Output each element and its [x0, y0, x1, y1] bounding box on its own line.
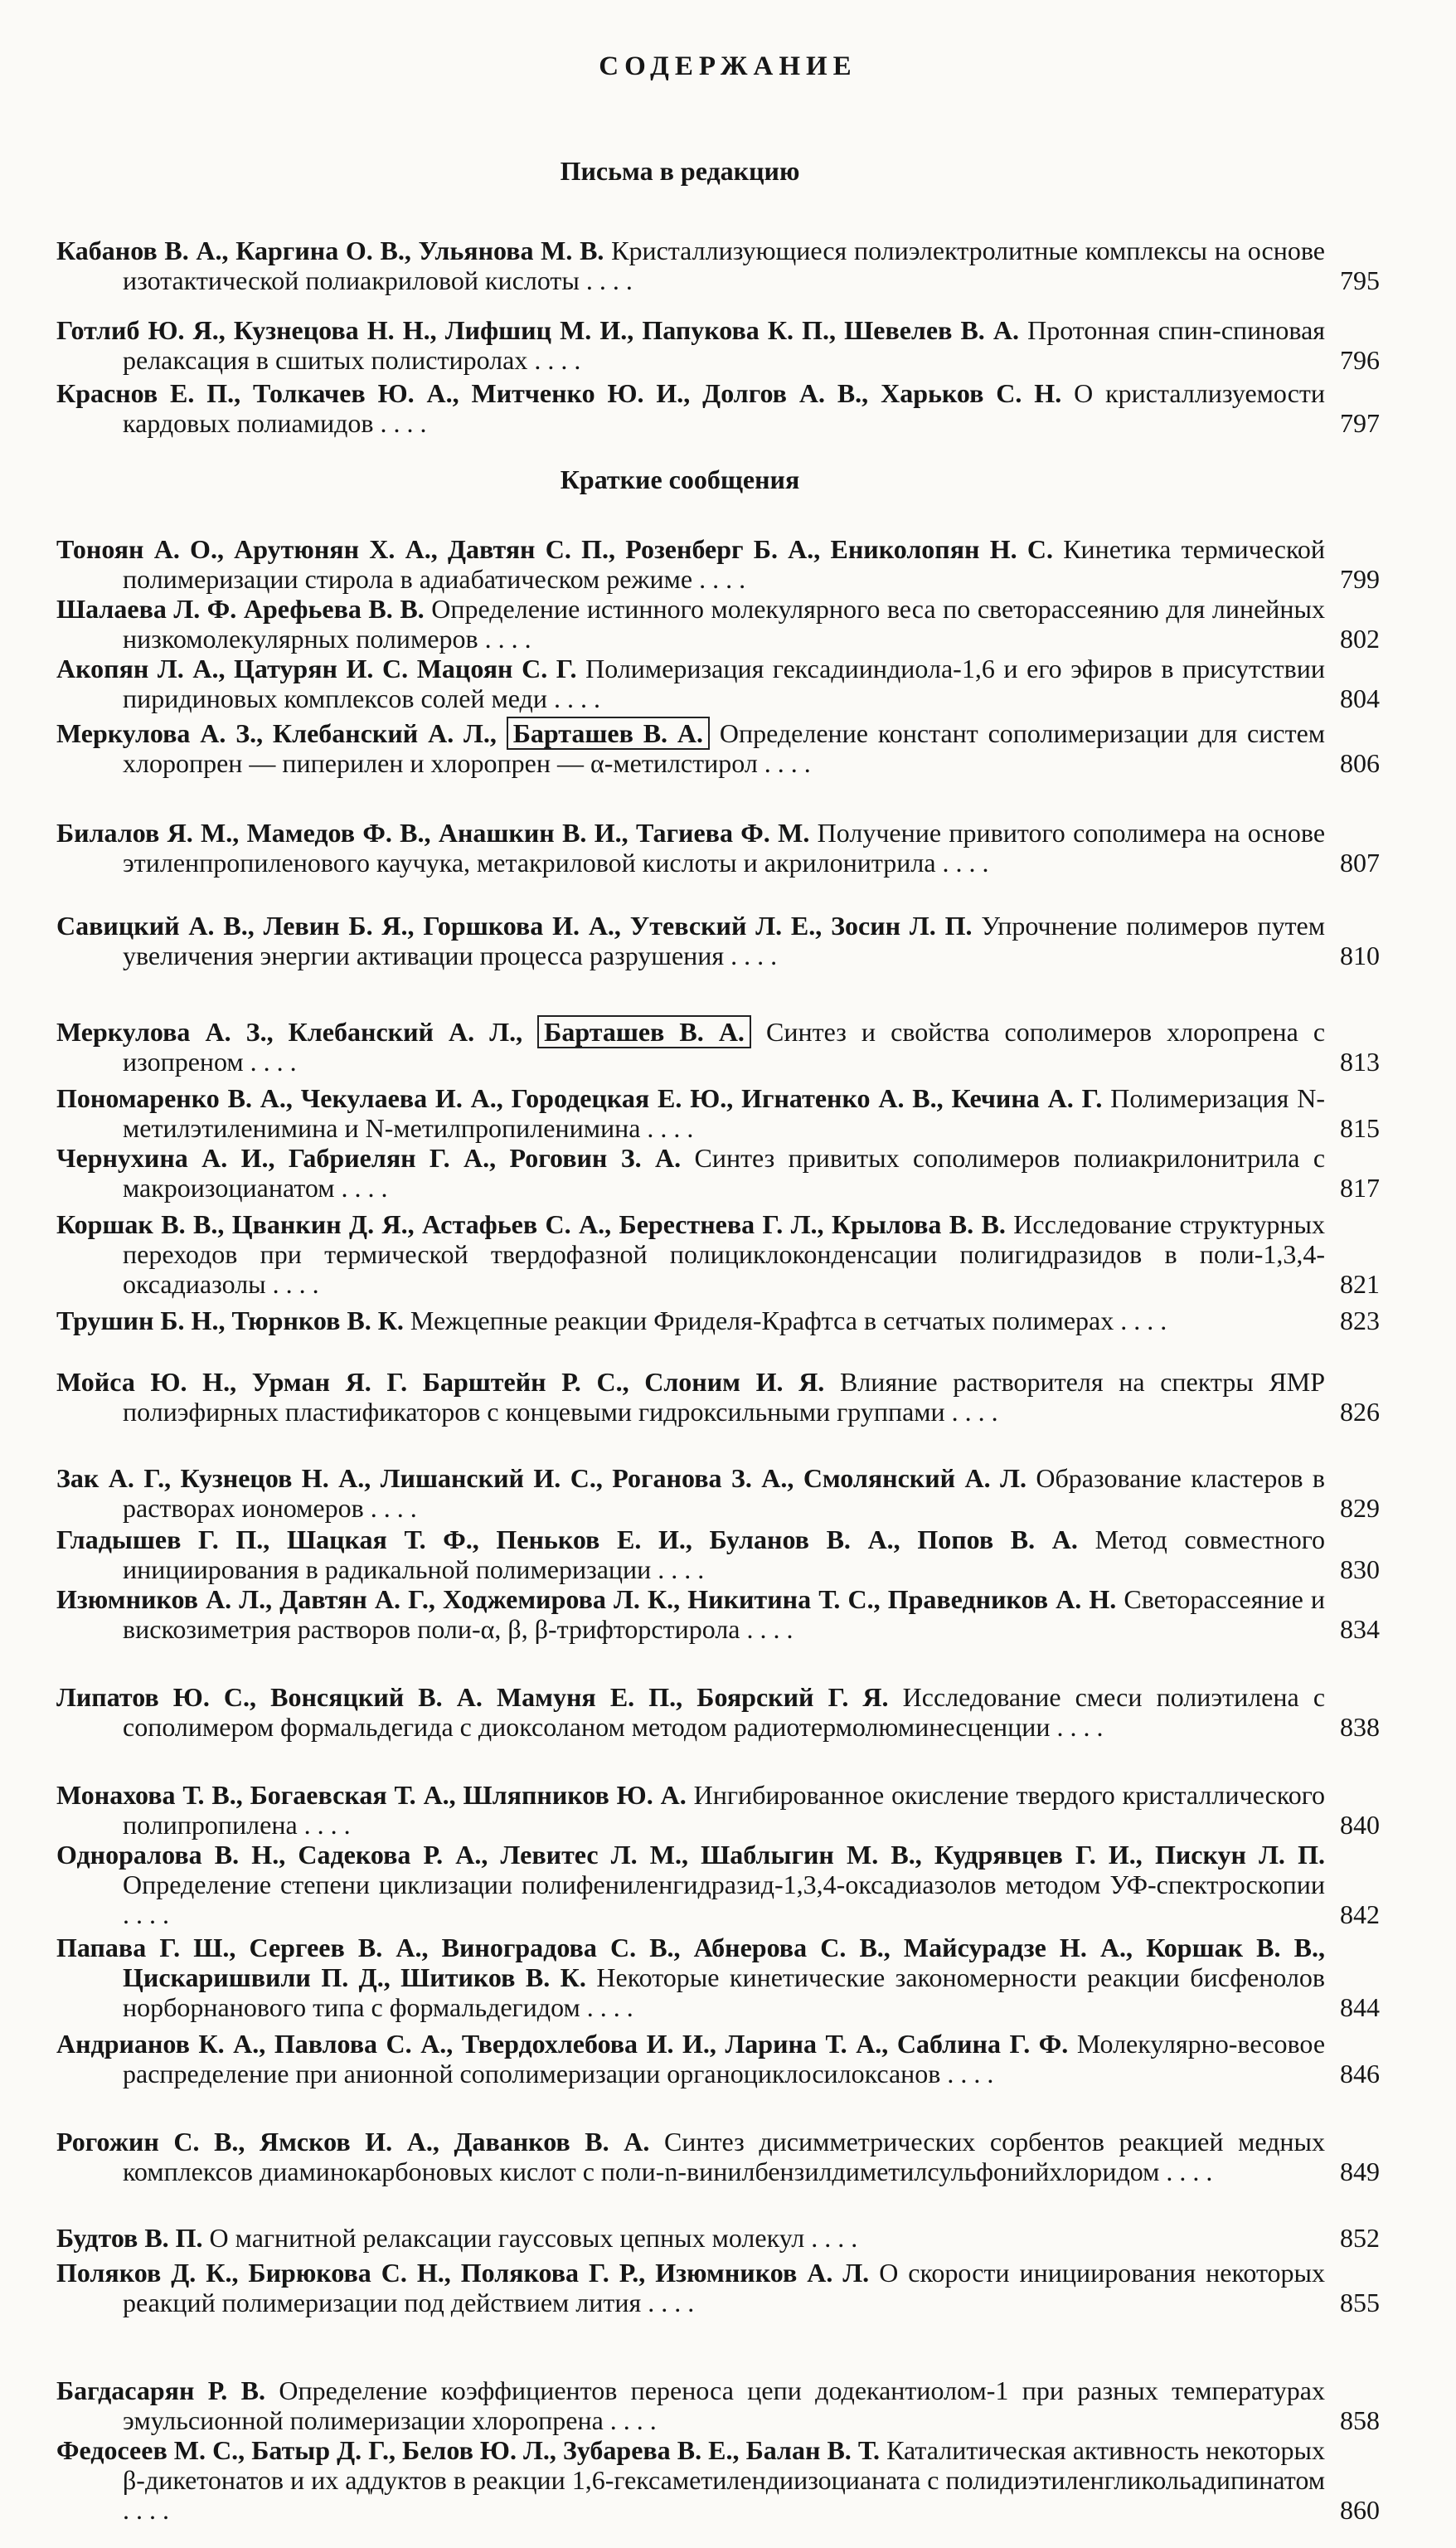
- entry-text: [56, 1524, 1325, 1584]
- entry-authors: Тоноян А. О., Арутюнян Х. А., Давтян С. П., Розенберг Б. А., Ениколопян Н. С.: [56, 534, 1053, 564]
- entry-leader-dots: . . . .: [243, 1047, 297, 1077]
- toc-entry[interactable]: [56, 1367, 1380, 1427]
- entry-authors: Папава Г. Ш., Сергеев В. А., Виноградова С. В., Абнерова С. В., Майсурадзе Н. А., Коршак В. В., Цискаришвили П. Д., Шитиков В. К.: [56, 1933, 1325, 1992]
- entry-leader-dots: . . . .: [651, 1554, 705, 1584]
- entry-title: Протонная спин-спиновая релаксация в сшитых полистиролах: [123, 315, 1326, 375]
- entry-page-number: 846: [1340, 2059, 1380, 2088]
- entry-page-number: 813: [1340, 1047, 1380, 1077]
- entry-leader-dots: . . . .: [944, 1397, 998, 1427]
- entry-authors: Монахова Т. В., Богаевская Т. А., Шляпников Ю. А.: [56, 1780, 687, 1810]
- entry-authors: Мойса Ю. Н., Урман Я. Г. Барштейн Р. С., Слоним И. Я.: [56, 1367, 825, 1397]
- entry-text: [56, 594, 1325, 654]
- page-title: СОДЕРЖАНИЕ: [599, 51, 857, 81]
- entry-authors: Кабанов В. А., Каргина О. В., Ульянова М. В.: [56, 236, 604, 265]
- entry-text: [56, 1463, 1325, 1523]
- toc-entry[interactable]: [56, 1209, 1380, 1299]
- entry-authors: Липатов Ю. С., Вонсяцкий В. А. Мамуня Е. П., Боярский Г. Я.: [56, 1682, 889, 1712]
- entry-authors: Коршак В. В., Цванкин Д. Я., Астафьев С. А., Берестнева Г. Л., Крылова В. В.: [56, 1209, 1006, 1239]
- toc-entry[interactable]: [56, 1584, 1380, 1644]
- entry-page-number: 849: [1340, 2157, 1380, 2186]
- entry-text: [56, 378, 1325, 438]
- toc-entry[interactable]: [56, 2258, 1380, 2317]
- entry-authors: Поляков Д. К., Бирюкова С. Н., Полякова Г. Р., Изюмников А. Л.: [56, 2258, 870, 2288]
- entry-title: Молекулярно-весовое распределение при анионной сополимеризации органоциклосилоксанов: [123, 2029, 1326, 2088]
- entry-title: Некоторые кинетические закономерности реакции бисфенолов норборнанового типа с формальдегидом: [123, 1962, 1326, 2022]
- entry-title: Метод совместного инициирования в радикальной полимеризации: [123, 1524, 1326, 1584]
- entry-leader-dots: . . . .: [640, 1113, 694, 1143]
- entry-title: Определение коэффициентов переноса цепи додекантиолом-1 при разных температурах эмульсионной полимеризации хлоропрена: [123, 2375, 1326, 2435]
- entry-page-number: 815: [1340, 1113, 1380, 1143]
- entry-title: Кристаллизующиеся полиэлектролитные комплексы на основе изотактической полиакриловой кислоты: [123, 236, 1325, 295]
- entry-page-number: 806: [1340, 748, 1380, 778]
- entry-page-number: 829: [1340, 1493, 1380, 1523]
- entry-leader-dots: . . . .: [1159, 2157, 1213, 2186]
- entry-leader-dots: . . . .: [363, 1493, 417, 1523]
- entry-page-number: 842: [1340, 1899, 1380, 1929]
- toc-entry[interactable]: [56, 1463, 1380, 1523]
- entry-leader-dots: . . . .: [757, 748, 811, 778]
- entry-text: [56, 1780, 1325, 1840]
- toc-entry[interactable]: [56, 1780, 1380, 1840]
- entry-page-number: 844: [1340, 1992, 1380, 2022]
- entry-page-number: 807: [1340, 848, 1380, 878]
- toc-entry[interactable]: [56, 1083, 1380, 1143]
- entry-page-number: 826: [1340, 1397, 1380, 1427]
- entry-leader-dots: . . . .: [334, 1173, 388, 1203]
- entry-authors: Будтов В. П.: [56, 2223, 203, 2253]
- entry-text: [56, 1840, 1325, 1929]
- entry-authors: Гладышев Г. П., Шацкая Т. Ф., Пеньков Е. И., Буланов В. А., Попов В. А.: [56, 1524, 1078, 1554]
- entry-authors: Рогожин С. В., Ямсков И. А., Даванков В. А.: [56, 2127, 650, 2157]
- entry-title: Полимеризация гексадииндиола-1,6 и его эфиров в присутствии пиридиновых комплексов солей меди: [123, 654, 1326, 713]
- entry-title: Упрочнение полимеров путем увеличения энергии активации процесса разрушения: [123, 911, 1326, 970]
- entry-leader-dots: . . . .: [580, 1992, 633, 2022]
- entry-authors: Зак А. Г., Кузнецов Н. А., Лишанский И. С., Роганова З. А., Смолянский А. Л.: [56, 1463, 1026, 1493]
- entry-page-number: 860: [1340, 2495, 1380, 2525]
- entry-title: О кристаллизуемости кардовых полиамидов: [123, 378, 1326, 438]
- entry-page-number: 840: [1340, 1810, 1380, 1840]
- toc-entry[interactable]: [56, 236, 1380, 295]
- entry-page-number: 852: [1340, 2223, 1380, 2253]
- entry-leader-dots: . . . .: [373, 408, 427, 438]
- entry-text: [56, 534, 1325, 594]
- entry-page-number: 797: [1340, 408, 1380, 438]
- entry-text: [56, 2258, 1325, 2317]
- toc-entry[interactable]: [56, 1682, 1380, 1742]
- entry-title: Определение степени циклизации полифениленгидразид-1,3,4-оксадиазолов методом УФ-спектроскопии: [123, 1870, 1325, 1899]
- entry-title: Исследование смеси полиэтилена с сополимером формальдегида с диоксоланом методом радиотермолюминесценции: [123, 1682, 1326, 1742]
- entry-leader-dots: . . . .: [804, 2223, 858, 2253]
- entry-authors: Меркулова А. З., Клебанский А. Л.,: [56, 1017, 523, 1047]
- entry-authors: Акопян Л. А., Цатурян И. С. Мацоян С. Г.: [56, 654, 577, 683]
- entry-page-number: 810: [1340, 941, 1380, 970]
- entry-text: [56, 1017, 1325, 1077]
- entry-title: Светорассеяние и вискозиметрия растворов поли-α, β, β-трифторстирола: [123, 1584, 1326, 1644]
- toc-entry[interactable]: [56, 2029, 1380, 2088]
- entry-title: Синтез привитых сополимеров полиакрилонитрила с макроизоцианатом: [123, 1143, 1326, 1203]
- entry-text: [56, 911, 1325, 970]
- entry-authors: Билалов Я. М., Мамедов Ф. В., Анашкин В. И., Тагиева Ф. М.: [56, 818, 810, 848]
- toc-entry[interactable]: [56, 1840, 1380, 1929]
- toc-entry[interactable]: [56, 1524, 1380, 1584]
- section-heading: Краткие сообщения: [560, 464, 800, 494]
- entry-page-number: 796: [1340, 345, 1380, 375]
- entry-text: [56, 2375, 1325, 2435]
- entry-leader-dots: . . . .: [1114, 1306, 1167, 1335]
- entry-page-number: 821: [1340, 1269, 1380, 1299]
- entry-leader-dots: . . . .: [297, 1810, 351, 1840]
- entry-title: Синтез дисимметрических сорбентов реакцией медных комплексов диаминокарбоновых кислот с поли-n-винилбензилдиметилсульфонийхлоридом: [123, 2127, 1326, 2186]
- toc-entry[interactable]: [56, 654, 1380, 713]
- entry-leader-dots: . . . .: [1050, 1712, 1104, 1742]
- entry-authors: Чернухина А. И., Габриелян Г. А., Роговин З. А.: [56, 1143, 682, 1173]
- toc-entry[interactable]: [56, 1017, 1380, 1077]
- entry-leader-dots: . . . .: [546, 683, 600, 713]
- toc-entry[interactable]: [56, 2223, 1380, 2253]
- entry-text: [56, 1083, 1325, 1143]
- entry-authors: Савицкий А. В., Левин Б. Я., Горшкова И. А., Утевский Л. Е., Зосин Л. П.: [56, 911, 973, 941]
- entry-title: Синтез и свойства сополимеров хлоропрена с изопреном: [123, 1017, 1326, 1077]
- entry-leader-dots: . . . .: [603, 2405, 657, 2435]
- entry-leader-dots: . . . .: [123, 1899, 169, 1929]
- entry-authors: Меркулова А. З., Клебанский А. Л.,: [56, 718, 497, 748]
- entry-text: [56, 1209, 1325, 1299]
- toc-entry[interactable]: [56, 378, 1380, 438]
- entry-title: Кинетика термической полимеризации стирола в адиабатическом режиме: [123, 534, 1326, 594]
- entry-text: [56, 236, 1325, 295]
- entry-title: Определение истинного молекулярного веса по светорассеянию для линейных низкомолекулярных полимеров: [123, 594, 1326, 654]
- entry-text: [56, 654, 1325, 713]
- entry-title: О скорости инициирования некоторых реакций полимеризации под действием лития: [123, 2258, 1326, 2317]
- entry-leader-dots: . . . .: [935, 848, 989, 878]
- entry-text: [56, 1306, 1325, 1335]
- entry-boxed-author: Барташев В. А.: [537, 1015, 751, 1048]
- toc-entry[interactable]: [56, 2435, 1380, 2525]
- entry-leader-dots: . . . .: [123, 2495, 169, 2525]
- entry-text: [56, 718, 1325, 778]
- entry-authors: Андрианов К. А., Павлова С. А., Твердохлебова И. И., Ларина Т. А., Саблина Г. Ф.: [56, 2029, 1069, 2059]
- entry-title: Каталитическая активность некоторых β-дикетонатов и их аддуктов в реакции 1,6-гексаметилендиизоцианата с полидиэтиленгликольадипинатом: [123, 2435, 1326, 2495]
- entry-text: [56, 1367, 1325, 1427]
- entry-title: Межцепные реакции Фриделя-Крафтса в сетчатых полимерах: [410, 1306, 1114, 1335]
- entry-page-number: 838: [1340, 1712, 1380, 1742]
- entry-title: Полимеризация N-метилэтиленимина и N-метилпропиленимина: [123, 1083, 1326, 1143]
- entry-leader-dots: . . . .: [641, 2288, 695, 2317]
- section-heading: Письма в редакцию: [560, 156, 800, 186]
- entry-leader-dots: . . . .: [265, 1269, 319, 1299]
- entry-authors: Краснов Е. П., Толкачев Ю. А., Митченко Ю. И., Долгов А. В., Харьков С. Н.: [56, 378, 1062, 408]
- toc-entry[interactable]: [56, 1306, 1380, 1335]
- toc-entry[interactable]: [56, 818, 1380, 878]
- entry-text: [56, 2127, 1325, 2186]
- entry-title: Ингибированное окисление твердого кристаллического полипропилена: [123, 1780, 1326, 1840]
- entry-authors: Федосеев М. С., Батыр Д. Г., Белов Ю. Л., Зубарева В. Е., Балан В. Т.: [56, 2435, 881, 2465]
- entry-text: [56, 315, 1325, 375]
- toc-entry[interactable]: [56, 534, 1380, 594]
- entry-page-number: 858: [1340, 2405, 1380, 2435]
- entry-text: [56, 2435, 1325, 2525]
- entry-text: [56, 1682, 1325, 1742]
- entry-text: [56, 818, 1325, 878]
- entry-authors: Пономаренко В. А., Чекулаева И. А., Городецкая Е. Ю., Игнатенко А. В., Кечина А. Г.: [56, 1083, 1103, 1113]
- entry-leader-dots: . . . .: [579, 265, 633, 295]
- toc-entry[interactable]: [56, 911, 1380, 970]
- entry-title: Исследование структурных переходов при термической твердофазной полициклоконденсации полигидразидов в поли-1,3,4-оксадиазолы: [123, 1209, 1326, 1299]
- entry-title: О магнитной релаксации гауссовых цепных молекул: [209, 2223, 805, 2253]
- entry-leader-dots: . . . .: [478, 624, 531, 654]
- entry-title: Образование кластеров в растворах иономеров: [123, 1463, 1326, 1523]
- entry-page-number: 855: [1340, 2288, 1380, 2317]
- entry-leader-dots: . . . .: [740, 1614, 794, 1644]
- entry-page-number: 823: [1340, 1306, 1380, 1335]
- entry-text: [56, 1933, 1325, 2022]
- entry-page-number: 834: [1340, 1614, 1380, 1644]
- toc-entry[interactable]: [56, 718, 1380, 778]
- toc-entry[interactable]: [56, 1933, 1380, 2022]
- entry-page-number: 795: [1340, 265, 1380, 295]
- toc-entry[interactable]: [56, 2127, 1380, 2186]
- entry-page-number: 830: [1340, 1554, 1380, 1584]
- entry-page-number: 817: [1340, 1173, 1380, 1203]
- entry-page-number: 799: [1340, 564, 1380, 594]
- entry-text: [56, 2223, 1325, 2253]
- entry-authors: Шалаева Л. Ф. Арефьева В. В.: [56, 594, 425, 624]
- entry-boxed-author: Барташев В. А.: [507, 717, 710, 750]
- toc-entry[interactable]: [56, 1143, 1380, 1203]
- entry-leader-dots: . . . .: [724, 941, 778, 970]
- toc-entry[interactable]: [56, 315, 1380, 375]
- entry-title: Получение привитого сополимера на основе этиленпропиленового каучука, метакриловой кислоты и акрилонитрила: [123, 818, 1326, 878]
- toc-entry[interactable]: [56, 2375, 1380, 2435]
- entry-authors: Изюмников А. Л., Давтян А. Г., Ходжемирова Л. К., Никитина Т. С., Праведников А. Н.: [56, 1584, 1117, 1614]
- entry-text: [56, 1584, 1325, 1644]
- entry-leader-dots: . . . .: [527, 345, 581, 375]
- entry-page-number: 802: [1340, 624, 1380, 654]
- entry-leader-dots: . . . .: [692, 564, 746, 594]
- entry-authors: Готлиб Ю. Я., Кузнецова Н. Н., Лифшиц М. И., Папукова К. П., Шевелев В. А.: [56, 315, 1019, 345]
- toc-entry[interactable]: [56, 594, 1380, 654]
- entry-authors: Трушин Б. Н., Тюрнков В. К.: [56, 1306, 404, 1335]
- entry-title: Влияние растворителя на спектры ЯМР полиэфирных пластификаторов с концевыми гидроксильными группами: [123, 1367, 1326, 1427]
- entry-page-number: 804: [1340, 683, 1380, 713]
- entry-authors: Одноралова В. Н., Садекова Р. А., Левитес Л. М., Шаблыгин М. В., Кудрявцев Г. И., Пискун Л. П.: [56, 1840, 1325, 1870]
- entry-title: Определение констант сополимеризации для систем хлоропрен — пиперилен и хлоропрен — α-метилстирол: [123, 718, 1326, 778]
- entry-leader-dots: . . . .: [940, 2059, 994, 2088]
- entry-text: [56, 1143, 1325, 1203]
- entry-authors: Багдасарян Р. В.: [56, 2375, 265, 2405]
- entry-text: [56, 2029, 1325, 2088]
